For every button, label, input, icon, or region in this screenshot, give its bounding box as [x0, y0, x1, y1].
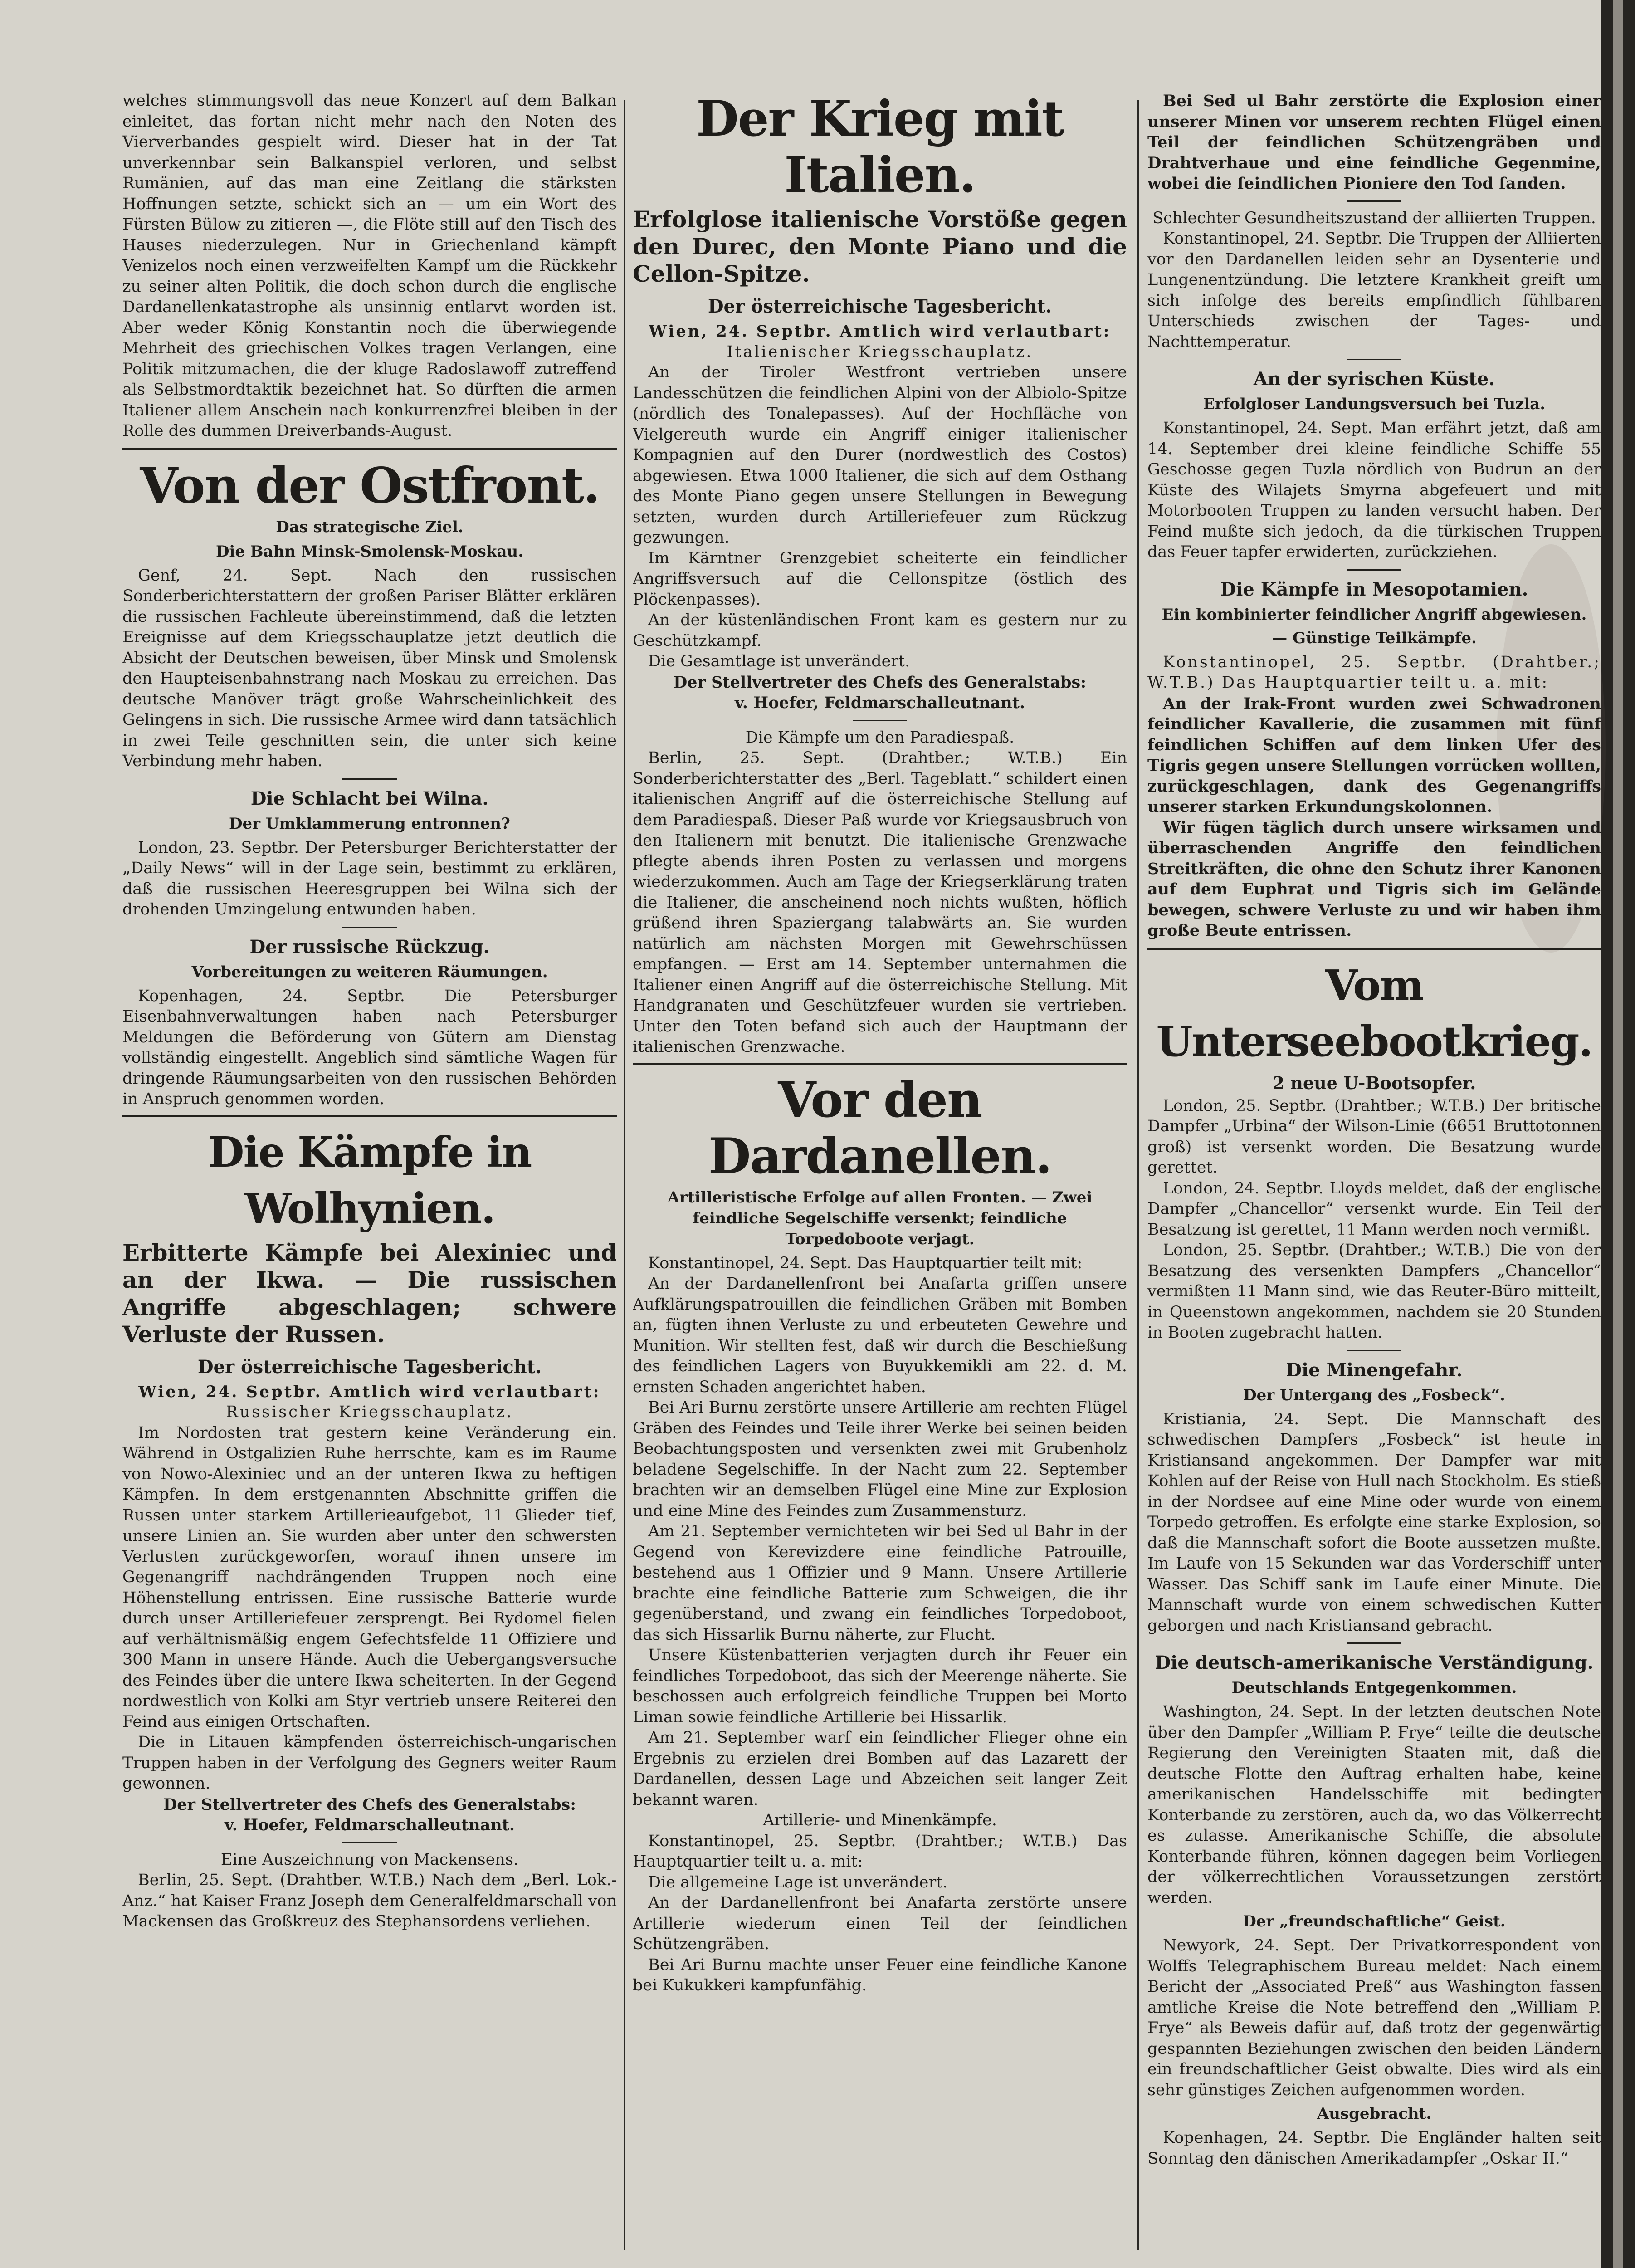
signature: v. Hoefer, Feldmarschalleutnant.: [224, 1816, 515, 1834]
column-rule: [624, 100, 625, 2250]
dateline: Wien, 24. Septbr. Amtlich wird verlautbart:: [649, 322, 1111, 341]
short-divider: [1347, 1350, 1401, 1351]
article-paragraph: Konstantinopel, 24. Sept. Man erfährt jetzt, daß am 14. September drei kleine feindliche Schiffe 55 Geschosse gegen Tuzla nördlich von Budrun an der Küste des Wilajets Smyrna abgefeuert und mit Motorbooten Truppen zu landen versucht haben. Der Feind mußte sich jedoch, da die türkischen Truppen das Feuer tapfer erwiderten, zurückziehen.: [1147, 419, 1601, 561]
article-paragraph: Im Nordosten trat gestern keine Veränderung ein. Während in Ostgalizien Ruhe herrschte, kam es im Raume von Nowo-Alexiniec und an der unteren Ikwa zu heftigen Kämpfen. In dem erstgenannten Abschnitte griffen die Russen unter starkem Artillerieaufgebot, 11 Glieder tief, unsere Linien an. Sie wurden aber unter den schwersten Verlusten zurückgeworfen, worauf ihnen unsere im Gegenangriff nachdrängenden Truppen noch eine Höhenstellung entrissen. Eine russische Batterie wurde durch unser Artilleriefeuer zersprengt. Bei Rydomel fielen auf verhältnismäßig engem Gefechtsfelde 11 Offiziere und 300 Mann in unsere Hände. Auch die Uebergangsversuche des Feindes über die untere Ikwa scheiterten. In der Gegend nordwestlich von Kolki am Styr vertrieb unsere Reiterei den Feind aus einigen Ortschaften.: [122, 1423, 617, 1731]
deck-italien: Erfolglose italienische Vorstöße gegen den Durec, den Monte Piano und die Cellon-Spitze.: [633, 206, 1127, 287]
page-edge-strip: [1613, 0, 1623, 2268]
article-paragraph: Bei Ari Burnu zerstörte unsere Artillerie am rechten Flügel Gräben des Feindes und Teile ihrer Werke bei seinen beiden Beobachtungsposten und versenkten zwei mit Grubenholz beladene Segelschiffe. In der Nacht zum 22. September brachten wir an demselben Flügel eine Mine zur Explosion und eine Mine des Feindes zum Zusammensturz.: [633, 1398, 1127, 1520]
headline-ostfront: Von der Ostfront.: [140, 457, 600, 514]
article-paragraph: London, 25. Septbr. (Drahtber.; W.T.B.) Die von der Besatzung des versenkten Dampfers „Chancellor“ vermißten 11 Mann sind, wie das Reuter-Büro mitteilt, in Queenstown angekommen, nachdem sie 20 Stunden in Booten zugebracht hatten.: [1147, 1241, 1601, 1342]
short-divider: [342, 927, 397, 928]
column-middle: [633, 91, 1127, 2268]
headline-wolhynien: Die Kämpfe in Wolhynien.: [208, 1127, 532, 1233]
short-divider: [1347, 359, 1401, 360]
subhead: Das strategische Ziel.: [276, 518, 464, 536]
subhead: Der österreichische Tagesbericht.: [708, 296, 1052, 317]
article-paragraph: London, 24. Septbr. Lloyds meldet, daß der englische Dampfer „Chancellor“ versenkt wurde. Ein Teil der Besatzung ist gerettet, 11 Mann werden noch vermißt.: [1147, 1179, 1601, 1239]
short-divider: [342, 778, 397, 780]
theater-heading: Italienischer Kriegsschauplatz.: [727, 342, 1033, 361]
article-paragraph: An der Dardanellenfront bei Anafarta zerstörte unsere Artillerie wiederum einen Teil der feindlichen Schützengräben.: [633, 1894, 1127, 1953]
article-paragraph: An der Irak-Front wurden zwei Schwadronen feindlicher Kavallerie, die zusammen mit fünf feindlichen Schiffen auf dem linken Ufer des Tigris gegen unsere Stellungen vorrücken wollten, zurückgeschlagen, dank des Gegenangriffs unserer starken Erkundungskolonnen.: [1147, 694, 1601, 816]
subhead: Die Bahn Minsk-Smolensk-Moskau.: [215, 542, 524, 561]
intro-paragraph: welches stimmungsvoll das neue Konzert auf dem Balkan einleitet, das fortan nicht mehr nach den Noten des Vierverbandes gespielt wird. Dieser hat in der Tat unverkennbar sein Balkanspiel verloren, und selbst Rumänien, auf das man eine Zeitlang die stärksten Hoffnungen setzte, schickt sich an — um ein Wort des Fürsten Bülow zu zitieren —, die Flöte still auf den Tisch des Hauses niederzulegen. Nur in Griechenland kämpft Venizelos noch einen verzweifelten Kampf um die Rückkehr zu seiner alten Politik, die doch schon durch die englische Dardanellenkatastrophe als unsinnig entlarvt worden ist. Aber weder König Konstantin noch die überwiegende Mehrheit des griechischen Volkes tragen Verlangen, eine Politik mitzumachen, die der kluge Radoslawoff zutreffend als Selbstmordtaktik bezeichnet hat. So dürften die armen Italiener allem Anschein nach konkurrenzfrei bleiben in der Rolle des dummen Dreiverbands-August.: [122, 92, 617, 440]
deck-wolhynien: Erbitterte Kämpfe bei Alexiniec und an der Ikwa. — Die russischen Angriffe abgeschlagen; schwere Verluste der Russen.: [122, 1239, 617, 1348]
deck-dardanellen: Artilleristische Erfolge auf allen Fronten. — Zwei feindliche Segelschiffe versenkt; feindliche Torpedoboote verjagt.: [667, 1188, 1093, 1248]
subhead: Erfolgloser Landungsversuch bei Tuzla.: [1203, 395, 1546, 413]
subhead: Eine Auszeichnung von Mackensens.: [220, 1850, 519, 1869]
headline-minengefahr: Die Minengefahr.: [1286, 1359, 1463, 1381]
article-paragraph: Die Gesamtlage ist unverändert.: [648, 652, 910, 670]
article-paragraph: An der Dardanellenfront bei Anafarta griffen unsere Aufklärungspatrouillen die feindlichen Gräben mit Bomben an, fügten ihnen Verluste zu und erbeuteten Gewehre und Munition. Wir stellten fest, daß wir durch die Beschießung des feindlichen Lagers von Buyukkemikli am 22. d. M. ernsten Schaden angerichtet haben.: [633, 1275, 1127, 1396]
short-divider: [342, 1842, 397, 1843]
subhead: Der Untergang des „Fosbeck“.: [1243, 1386, 1505, 1404]
article-paragraph: Die allgemeine Lage ist unverändert.: [648, 1873, 948, 1892]
subhead: Die Kämpfe um den Paradiespaß.: [745, 728, 1015, 747]
theater-heading: Russischer Kriegsschauplatz.: [226, 1403, 513, 1421]
article-paragraph: Newyork, 24. Sept. Der Privatkorrespondent von Wolffs Telegraphischem Bureau meldet: Nach einem Bericht der „Associated Preß“ aus Washington fassen amtliche Kreise die Note betreffend den „William P. Frye“ als Beweis dafür auf, daß trotz der gegenwärtig gespannten Beziehungen zwischen den beiden Ländern ein freundschaftlicher Geist obwalte. Dies wird als ein sehr günstiges Zeichen aufgenommen worden.: [1147, 1936, 1601, 2099]
short-divider: [853, 720, 907, 721]
dateline: Konstantinopel, 24. Sept. Das Hauptquartier teilt mit:: [648, 1254, 1083, 1272]
article-paragraph: Kopenhagen, 24. Septbr. Die Petersburger Eisenbahnverwaltungen haben nach Petersburger Meldungen die Beförderung von Gütern am Dienstag vollständig eingestellt. Angeblich sind sämtliche Wagen für dringende Räumungsarbeiten von den russischen Behörden in Anspruch genommen worden.: [122, 987, 617, 1108]
dateline: Konstantinopel, 25. Septbr. (Drahtber.; W.T.B.) Das Hauptquartier teilt u. a. mit:: [633, 1832, 1127, 1871]
section-divider: [122, 1115, 617, 1117]
article-paragraph: Kristiania, 24. Sept. Die Mannschaft des schwedischen Dampfers „Fosbeck“ ist heute in Kristiansand angekommen. Der Dampfer war mit Kohlen auf der Reise von Hull nach Stockholm. Es stieß in der Nordsee auf eine Mine oder wurde von einem Torpedo getroffen. Es erfolgte eine starke Explosion, so daß die Mannschaft sofort die Boote aussetzen mußte. Im Laufe von 15 Sekunden war das Vorderschiff unter Wasser. Das Schiff sank im Laufe einer Minute. Die Mannschaft wurde von einem schwedischen Kutter geborgen und nach Kristiansand gebracht.: [1147, 1410, 1601, 1635]
headline-dardanellen: Vor den Dardanellen.: [708, 1071, 1052, 1185]
subhead: Der „freundschaftliche“ Geist.: [1243, 1912, 1506, 1931]
section-divider: [122, 448, 617, 450]
dateline: Konstantinopel, 25. Septbr. (Drahtber.; W.T.B.) Das Hauptquartier teilt u. a. mit:: [1147, 653, 1601, 692]
article-paragraph: Konstantinopel, 24. Septbr. Die Truppen der Alliierten vor den Dardanellen leiden sehr an Dysenterie und Lungenentzündung. Die letztere Krankheit greift um sich infolge des bereits empfindlich fühlbaren Unterschieds zwischen der Tages- und Nachttemperatur.: [1147, 230, 1601, 351]
subhead: — Günstige Teilkämpfe.: [1272, 629, 1477, 647]
headline-syrien: An der syrischen Küste.: [1253, 368, 1495, 390]
subhead: Ein kombinierter feindlicher Angriff abgewiesen.: [1162, 605, 1587, 624]
signature: Der Stellvertreter des Chefs des Generalstabs:: [163, 1795, 576, 1814]
article-paragraph: Im Kärntner Grenzgebiet scheiterte ein feindlicher Angriffsversuch auf die Cellonspitze (östlich des Plöckenpasses).: [633, 549, 1127, 609]
article-paragraph: Washington, 24. Sept. In der letzten deutschen Note über den Dampfer „William P. Frye“ teilte die deutsche Regierung den Vereinigten Staaten mit, daß die deutsche Flotte den Auftrag erhalten habe, keine amerikanischen Handelsschiffe mit bedingter Konterbande zu zerstören, auch da, wo das Völkerrecht es zulasse. Amerikanische Schiffe, die absolute Konterbande führen, können dagegen beim Vorliegen der völkerrechtlichen Voraussetzungen zerstört werden.: [1147, 1703, 1601, 1907]
section-divider: [1147, 948, 1601, 950]
article-paragraph: Am 21. September warf ein feindlicher Flieger ohne ein Ergebnis zu erzielen drei Bomben auf das Lazarett der Dardanellen, dessen Lage und Abzeichen seit langer Zeit bekannt waren.: [633, 1729, 1127, 1809]
headline-verstaendigung: Die deutsch-amerikanische Verständigung.: [1155, 1652, 1594, 1673]
subhead: Der Umklammerung entronnen?: [229, 814, 510, 833]
short-divider: [1347, 569, 1401, 571]
article-paragraph: Kopenhagen, 24. Septbr. Die Engländer halten seit Sonntag den dänischen Amerikadampfer „Oskar II.“: [1147, 2129, 1601, 2168]
article-paragraph: Am 21. September vernichteten wir bei Sed ul Bahr in der Gegend von Kerevizdere eine feindliche Patrouille, bestehend aus 1 Offizier und 9 Mann. Unsere Artillerie brachte eine feindliche Batterie zum Schweigen, die ihr gegenüberstand, und zwang ein feindliches Torpedoboot, das sich Hissarlik Burnu näherte, zur Flucht.: [633, 1522, 1127, 1644]
subhead: Der österreichische Tagesbericht.: [197, 1356, 542, 1378]
dateline: Wien, 24. Septbr. Amtlich wird verlautbart:: [138, 1382, 601, 1401]
article-paragraph: London, 23. Septbr. Der Petersburger Berichterstatter der „Daily News“ will in der Lage sein, bestimmt zu erklären, daß die russischen Heeresgruppen bei Wilna sich der drohenden Umzingelung entwunden haben.: [122, 838, 617, 919]
headline-wilna: Die Schlacht bei Wilna.: [250, 787, 489, 809]
headline-italien: Der Krieg mit Italien.: [696, 91, 1064, 204]
signature: v. Hoefer, Feldmarschalleutnant.: [734, 694, 1025, 712]
headline-rueckzug: Der russische Rückzug.: [249, 936, 490, 958]
short-divider: [1347, 200, 1401, 202]
article-paragraph: Berlin, 25. Sept. (Drahtber.; W.T.B.) Ein Sonderberichterstatter des „Berl. Tageblatt.“ schildert einen italienischen Angriff auf die österreichische Stellung auf dem Paradiespaß. Dieser Paß wurde vor Kriegsausbruch von den Italienern mit benutzt. Die italienische Grenzwache pflegte abends ihren Posten zu verlassen und morgens wiederzukommen. Auch am Tage der Kriegserklärung traten die Italiener, die anscheinend noch nichts wußten, höflich grüßend ihren Spaziergang talabwärts an. Sie wurden natürlich am nächsten Morgen mit Gewehrschüssen empfangen. — Erst am 14. September unternahmen die Italiener einen Angriff auf die österreichische Stellung. Mit Handgranaten und Geschützfeuer wurden sie vertrieben. Unter den Toten befand sich auch der Hauptmann der italienischen Grenzwache.: [633, 749, 1127, 1056]
subhead: Artillerie- und Minenkämpfe.: [763, 1811, 997, 1829]
article-paragraph: Die in Litauen kämpfenden österreichisch-ungarischen Truppen haben in der Verfolgung des Gegners weiter Raum gewonnen.: [122, 1733, 617, 1793]
article-paragraph: An der küstenländischen Front kam es gestern nur zu Geschützkampf.: [633, 611, 1127, 650]
article-paragraph: London, 25. Septbr. (Drahtber.; W.T.B.) Der britische Dampfer „Urbina“ der Wilson-Linie (6651 Bruttotonnen groß) ist versenkt worden. Die Besatzung wurde gerettet.: [1147, 1096, 1601, 1177]
subhead: 2 neue U-Bootsopfer.: [1272, 1072, 1476, 1093]
signature: Der Stellvertreter des Chefs des Generalstabs:: [673, 673, 1087, 692]
column-left: [122, 91, 617, 2268]
subhead: Deutschlands Entgegenkommen.: [1231, 1679, 1517, 1697]
article-paragraph: Berlin, 25. Sept. (Drahtber. W.T.B.) Nach dem „Berl. Lok.-Anz.“ hat Kaiser Franz Joseph dem Generalfeldmarschall von Mackensen das Großkreuz des Stephansordens verliehen.: [122, 1871, 617, 1931]
subhead: Vorbereitungen zu weiteren Räumungen.: [191, 963, 548, 981]
subhead: Ausgebracht.: [1317, 2105, 1432, 2123]
section-divider: [633, 1063, 1127, 1065]
article-paragraph: Bei Ari Burnu machte unser Feuer eine feindliche Kanone bei Kukukkeri kampfunfähig.: [633, 1955, 1127, 1994]
subhead: Schlechter Gesundheitszustand der alliierten Truppen.: [1152, 209, 1596, 227]
article-paragraph: Wir fügen täglich durch unsere wirksamen und überraschenden Angriffe den feindlichen Streitkräften, die ohne den Schutz ihrer Kanonen auf dem Euphrat und Tigris sich im Gelände bewegen, schwere Verluste zu und wir haben ihm große Beute entrissen.: [1147, 818, 1601, 940]
article-paragraph: An der Tiroler Westfront vertrieben unsere Landesschützen die feindlichen Alpini von der Albiolo-Spitze (nördlich des Tonalepasses). Auf der Hochfläche von Vielgereuth wurde ein Angriff einiger italienischer Kompagnien auf den Durer (nordwestlich des Costos) abgewiesen. Etwa 1000 Italiener, die sich auf dem Osthang des Monte Piano gegen unsere Stellungen in Bewegung setzten, wurden durch Artilleriefeuer zum Rückzug gezwungen.: [633, 363, 1127, 547]
article-paragraph: Genf, 24. Sept. Nach den russischen Sonderberichterstattern der großen Pariser Blätter erklären die russischen Fachleute übereinstimmend, daß die letzten Ereignisse auf dem Kriegsschauplatze jetzt deutlich die Absicht der Deutschen beweisen, über Minsk und Smolensk den Haupteisenbahnstrang nach Moskau zu erreichen. Das deutsche Manöver trägt große Wahrscheinlichkeit des Gelingens in sich. Die russische Armee wird dann tatsächlich in zwei Teile geschnitten sein, die unter sich keine Verbindung mehr haben.: [122, 566, 617, 770]
article-paragraph: Unsere Küstenbatterien verjagten durch ihr Feuer ein feindliches Torpedoboot, das sich der Meerenge näherte. Sie beschossen auch erfolgreich feindliche Truppen bei Morto Liman sowie feindliche Artillerie bei Hissarlik.: [633, 1646, 1127, 1726]
column-right: [1147, 91, 1601, 2268]
headline-mesopotamien: Die Kämpfe in Mesopotamien.: [1220, 578, 1528, 600]
column-rule: [1137, 100, 1139, 2250]
headline-unterseebootkrieg: Vom Unterseebootkrieg.: [1156, 960, 1592, 1066]
article-paragraph: Bei Sed ul Bahr zerstörte die Explosion einer unserer Minen vor unserem rechten Flügel einen Teil der feindlichen Schützengräben und Drahtverhaue und eine feindliche Gegenmine, wobei die feindlichen Pioniere den Tod fanden.: [1147, 92, 1601, 193]
short-divider: [1347, 1642, 1401, 1644]
